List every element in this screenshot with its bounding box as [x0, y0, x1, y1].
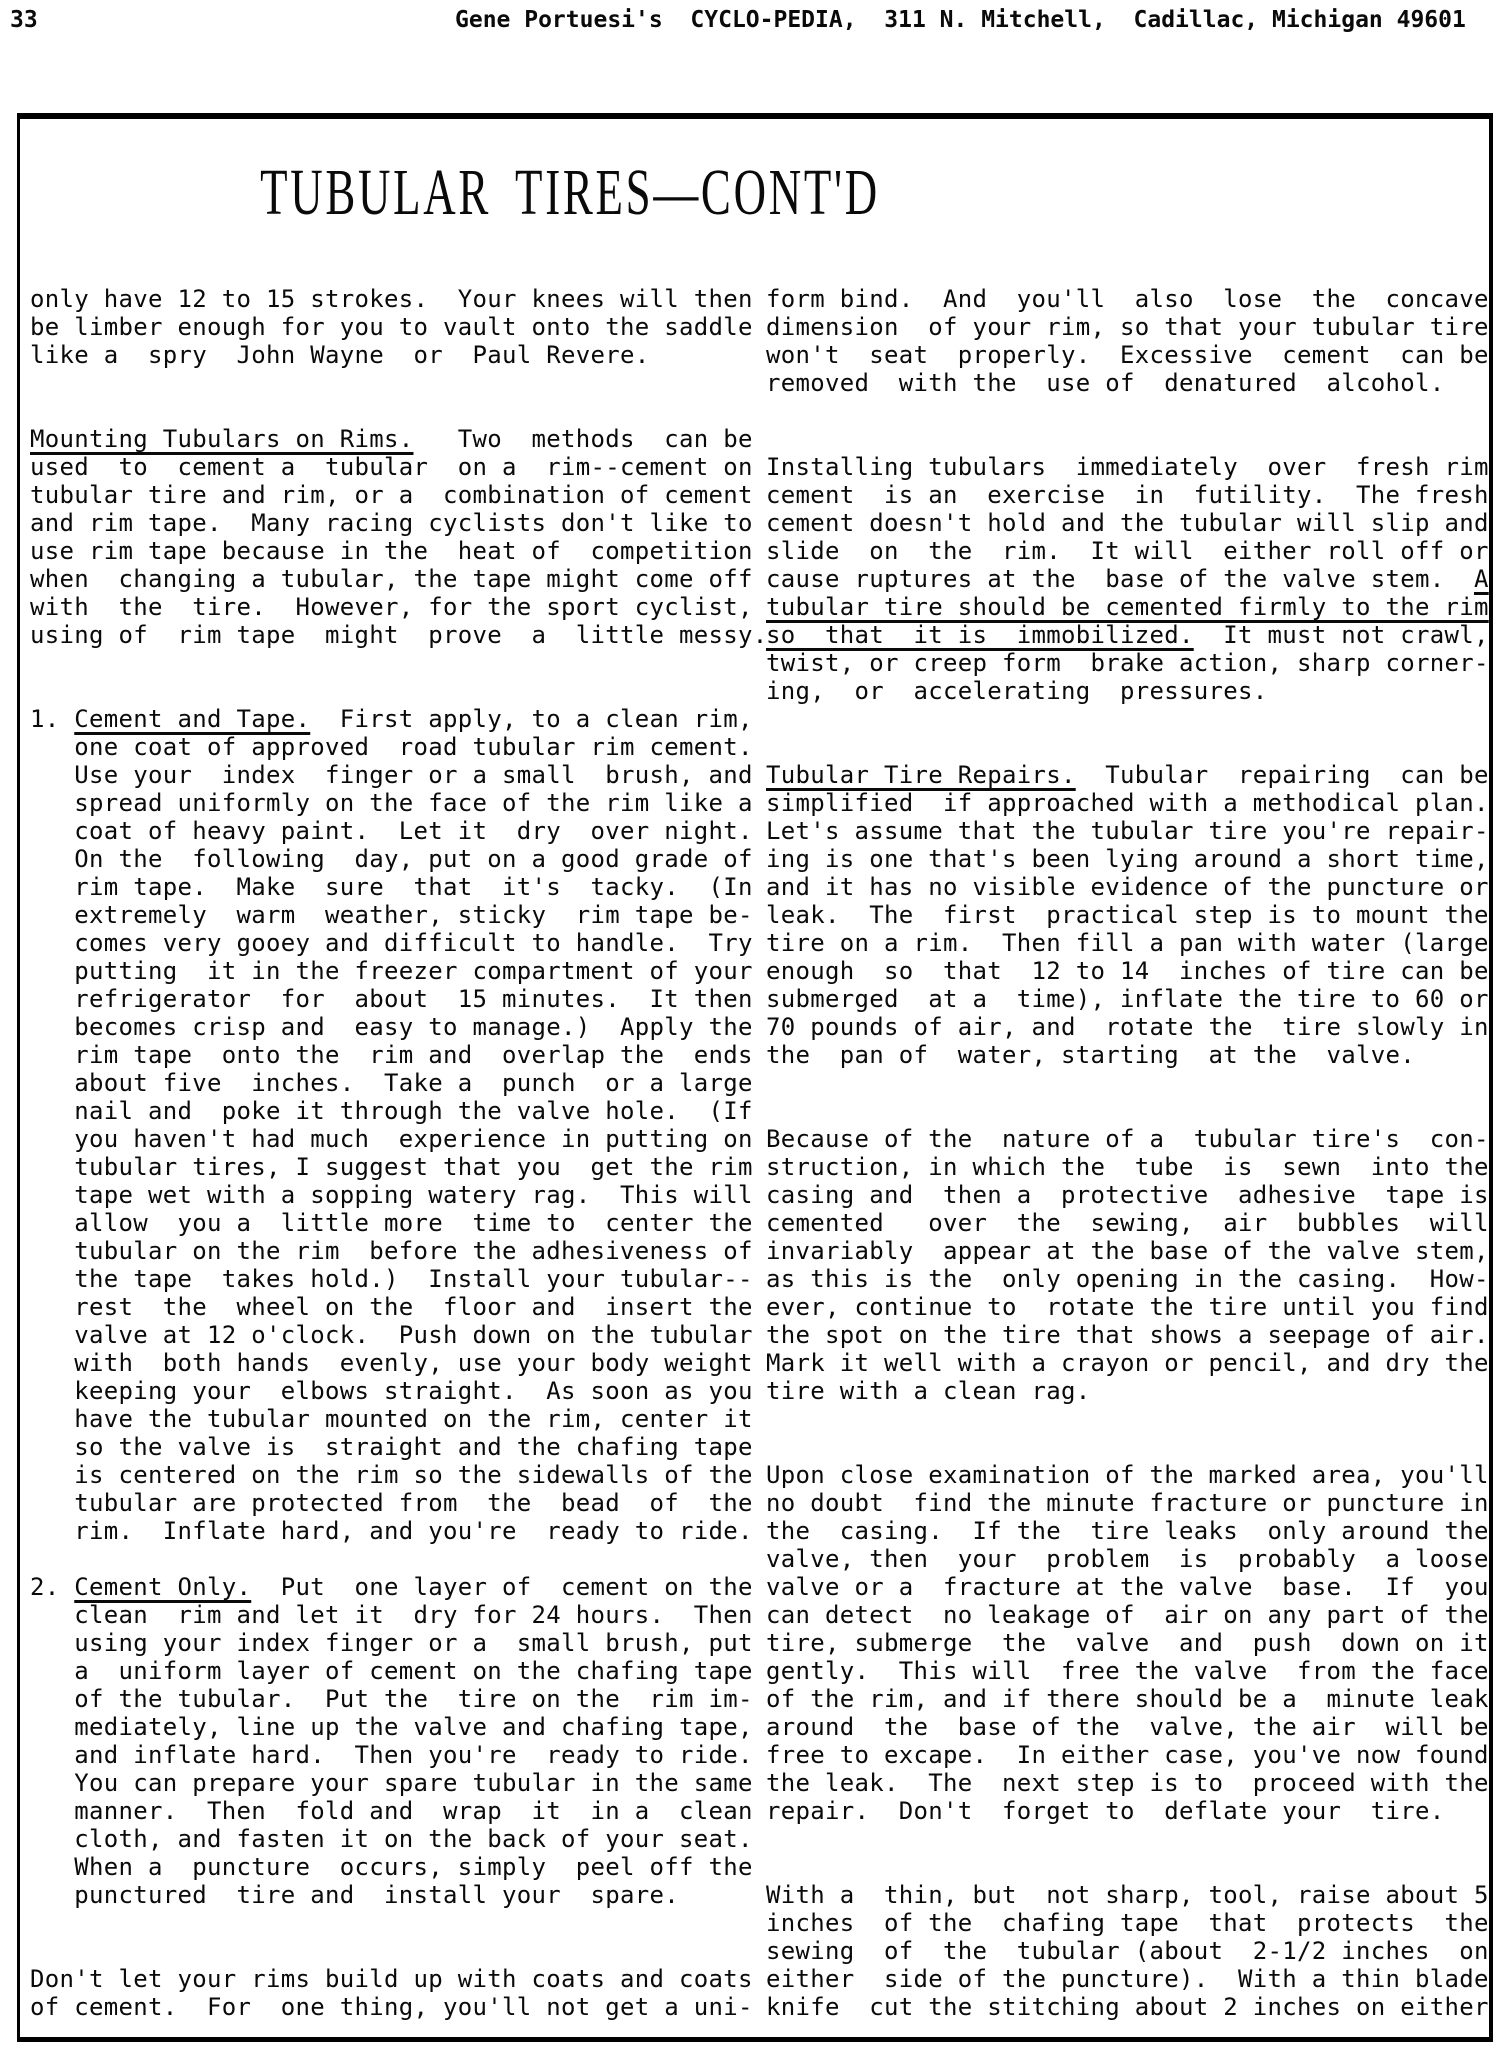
underlined-text: so that it is immobilized. [766, 621, 1194, 649]
page-number: 33 [10, 7, 38, 33]
underlined-text: A [1473, 565, 1489, 593]
intro-paragraph: only have 12 to 15 strokes. Your knees will then be limber enough for you to vault onto the saddle like a spry John Wayne or Paul Revere. [30, 285, 753, 369]
underlined-text: tubular tire should be cemented firmly to the rim [766, 593, 1489, 621]
underlined-text: Cement and Tape. [74, 705, 311, 733]
article-title: TUBULAR TIRES—CONT'D [260, 156, 880, 229]
underlined-text: Mounting Tubulars on Rims. [30, 425, 414, 453]
underlined-text: Tubular Tire Repairs. [766, 761, 1076, 789]
paragraph-examination: Upon close examination of the marked area, you'll no doubt find the minute fracture or puncture in the casing. If the tire leaks only around the valve, then your problem is probably a loose valve or a fracture at the valve base. If you can detect no leakage of air on any part of the tire, submerge the valve and push down on it gently. This will free the valve from the face of the rim, and if there should be a minute leak around the base of the valve, the air will be free to excape. In either case, you've now found the leak. The next step is to proceed with the repair. Don't forget to deflate your tire. [766, 1461, 1489, 1825]
paragraph-rim-buildup: Don't let your rims build up with coats and coats of cement. For one thing, you'll not get a uni- [30, 1965, 753, 2021]
column-right [766, 285, 1489, 2021]
column-left [30, 285, 767, 2021]
section-tubular-tire-repairs: Tubular Tire Repairs. Tubular repairing can be simplified if approached with a methodical plan. Let's assume that the tubular tire you're repair- ing is one that's been lying around a short time, and it has no visible evidence of the puncture or leak. The first practical step is to mount the tire on a rim. Then fill a pan with water (large enough so that 12 to 14 inches of tire can be submerged at a time), inflate the tire to 60 or 70 pounds of air, and rotate the tire slowly in the pan of water, starting at the valve. [766, 761, 1489, 1069]
paragraph-installing-fresh-cement: Installing tubulars immediately over fresh rim cement is an exercise in futility. The fresh cement doesn't hold and the tubular will slip and slide on the rim. It will either roll off or cause ruptures at the base of the valve stem. A tubular tire should be cemented firmly to the rim so that it is immobilized. It must not crawl, twist, or creep form brake action, sharp corner- ing, or accelerating pressures. [766, 453, 1489, 705]
section-mounting-tubulars: Mounting Tubulars on Rims. Two methods can be used to cement a tubular on a rim--cement on tubular tire and rim, or a combination of cement and rim tape. Many racing cyclists don't like to use rim tape because in the heat of competition when changing a tubular, the tape might come off with the tire. However, for the sport cyclist, using of rim tape might prove a little messy. [30, 425, 768, 649]
running-header: Gene Portuesi's CYCLO-PEDIA, 311 N. Mitchell, Cadillac, Michigan 49601 [455, 7, 1466, 33]
item-cement-only: 2. Cement Only. Put one layer of cement on the clean rim and let it dry for 24 hours. Then using your index finger or a small brush, put a uniform layer of cement on the chafing tape of the tubular. Put the tire on the rim im- mediately, line up the valve and chafing tape, and inflate hard. Then you're ready to ride. You can prepare your spare tubular in the same manner. Then fold and wrap it in a clean cloth, and fasten it on the back of your seat. When a puncture occurs, simply peel off the punctured tire and install your spare. [30, 1573, 753, 1909]
underlined-text: Cement Only. [74, 1573, 252, 1601]
paragraph-form-bind: form bind. And you'll also lose the concave dimension of your rim, so that your tubular tire won't seat properly. Excessive cement can be removed with the use of denatured alcohol. [766, 285, 1489, 397]
paragraph-construction-bubbles: Because of the nature of a tubular tire's con- struction, in which the tube is sewn into the casing and then a protective adhesive tape is cemented over the sewing, air bubbles will invariably appear at the base of the valve stem, as this is the only opening in the casing. How- ever, continue to rotate the tire until you find the spot on the tire that shows a seepage of air. Mark it well with a crayon or pencil, and dry the tire with a clean rag. [766, 1125, 1489, 1405]
item-cement-and-tape: 1. Cement and Tape. First apply, to a clean rim, one coat of approved road tubular rim cement. Use your index finger or a small brush, and spread uniformly on the face of the rim like a coat of heavy paint. Let it dry over night. On the following day, put on a good grade of rim tape. Make sure that it's tacky. (In extremely warm weather, sticky rim tape be- comes very gooey and difficult to handle. Try putting it in the freezer compartment of your refrigerator for about 15 minutes. It then becomes crisp and easy to manage.) Apply the rim tape onto the rim and overlap the ends about five inches. Take a punch or a large nail and poke it through the valve hole. (If you haven't had much experience in putting on tubular tires, I suggest that you get the rim tape wet with a sopping watery rag. This will allow you a little more time to center the tubular on the rim before the adhesiveness of the tape takes hold.) Install your tubular-- rest the wheel on the floor and insert the valve at 12 o'clock. Push down on the tubular with both hands evenly, use your body weight keeping your elbows straight. As soon as you have the tubular mounted on the rim, center it so the valve is straight and the chafing tape is centered on the rim so the sidewalls of the tubular are protected from the bead of the rim. Inflate hard, and you're ready to ride. [30, 705, 753, 1545]
paragraph-raise-chafing-tape: With a thin, but not sharp, tool, raise about 5 inches of the chafing tape that protects the sewing of the tubular (about 2-1/2 inches on either side of the puncture). With a thin blade knife cut the stitching about 2 inches on either [766, 1881, 1489, 2021]
